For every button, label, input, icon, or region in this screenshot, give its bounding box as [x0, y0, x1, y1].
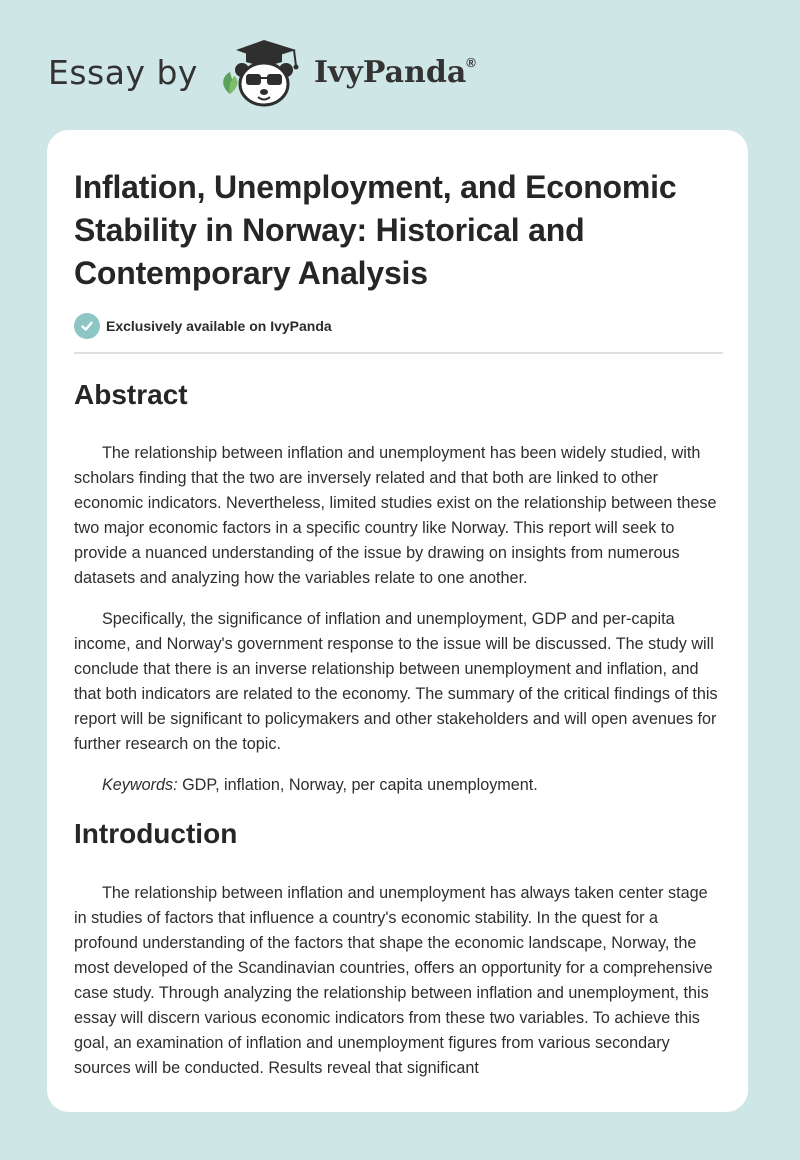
registered-mark: ®	[466, 54, 476, 70]
keywords-label: Keywords:	[102, 776, 178, 794]
essay-card	[47, 130, 748, 1112]
introduction-heading: Introduction	[74, 818, 238, 849]
introduction-paragraph-1: The relationship between inflation and unemployment has always taken center stage in studies of factors that influence a country's economic stability. In the quest for a profound understanding of the factors that shape the economic landscape, Norway, the most developed of the Scandinavian countries, offers an opportunity for a comprehensive case study. Through analyzing the relationship between inflation and unemployment, this essay will discern various economic indicators from these two variables. To achieve this goal, an examination of inflation and unemployment figures from various secondary sources will be conducted. Results reveal that significant	[74, 884, 713, 1077]
abstract-heading: Abstract	[74, 379, 188, 410]
keywords-paragraph	[74, 773, 723, 798]
divider	[74, 352, 723, 354]
brand-name-text: IvyPanda	[313, 54, 467, 90]
badge-label: Exclusively available on IvyPanda	[106, 318, 332, 334]
panda-graduate-icon	[216, 36, 308, 108]
essay-content	[47, 130, 748, 1081]
page-title: Inflation, Unemployment, and Economic Stability in Norway: Historical and Contemporary Analysis	[74, 169, 677, 291]
brand-logo[interactable]	[48, 36, 476, 108]
keywords-text: GDP, inflation, Norway, per capita unemployment.	[177, 776, 538, 794]
abstract-paragraph-2: Specifically, the significance of inflation and unemployment, GDP and per-capita income, and Norway's government response to the issue will be discussed. The study will conclude that there is an inverse relationship between unemployment and inflation, and that both indicators are related to the economy. The summary of the critical findings of this report will be significant to policymakers and other stakeholders and will open avenues for further research on the topic.	[74, 610, 718, 753]
abstract-paragraph-1: The relationship between inflation and unemployment has been widely studied, with scholars finding that the two are inversely related and that both are linked to other economic indicators. Nevertheless, limited studies exist on the relationship between these two major economic factors in a specific country like Norway. This report will seek to provide a nuanced understanding of the issue by drawing on insights from numerous datasets and analyzing how the variables relate to one another.	[74, 444, 717, 587]
brand-name	[314, 55, 476, 90]
exclusive-badge	[74, 313, 723, 339]
check-circle-icon	[74, 313, 100, 339]
brand-prefix: Essay by	[48, 52, 198, 92]
